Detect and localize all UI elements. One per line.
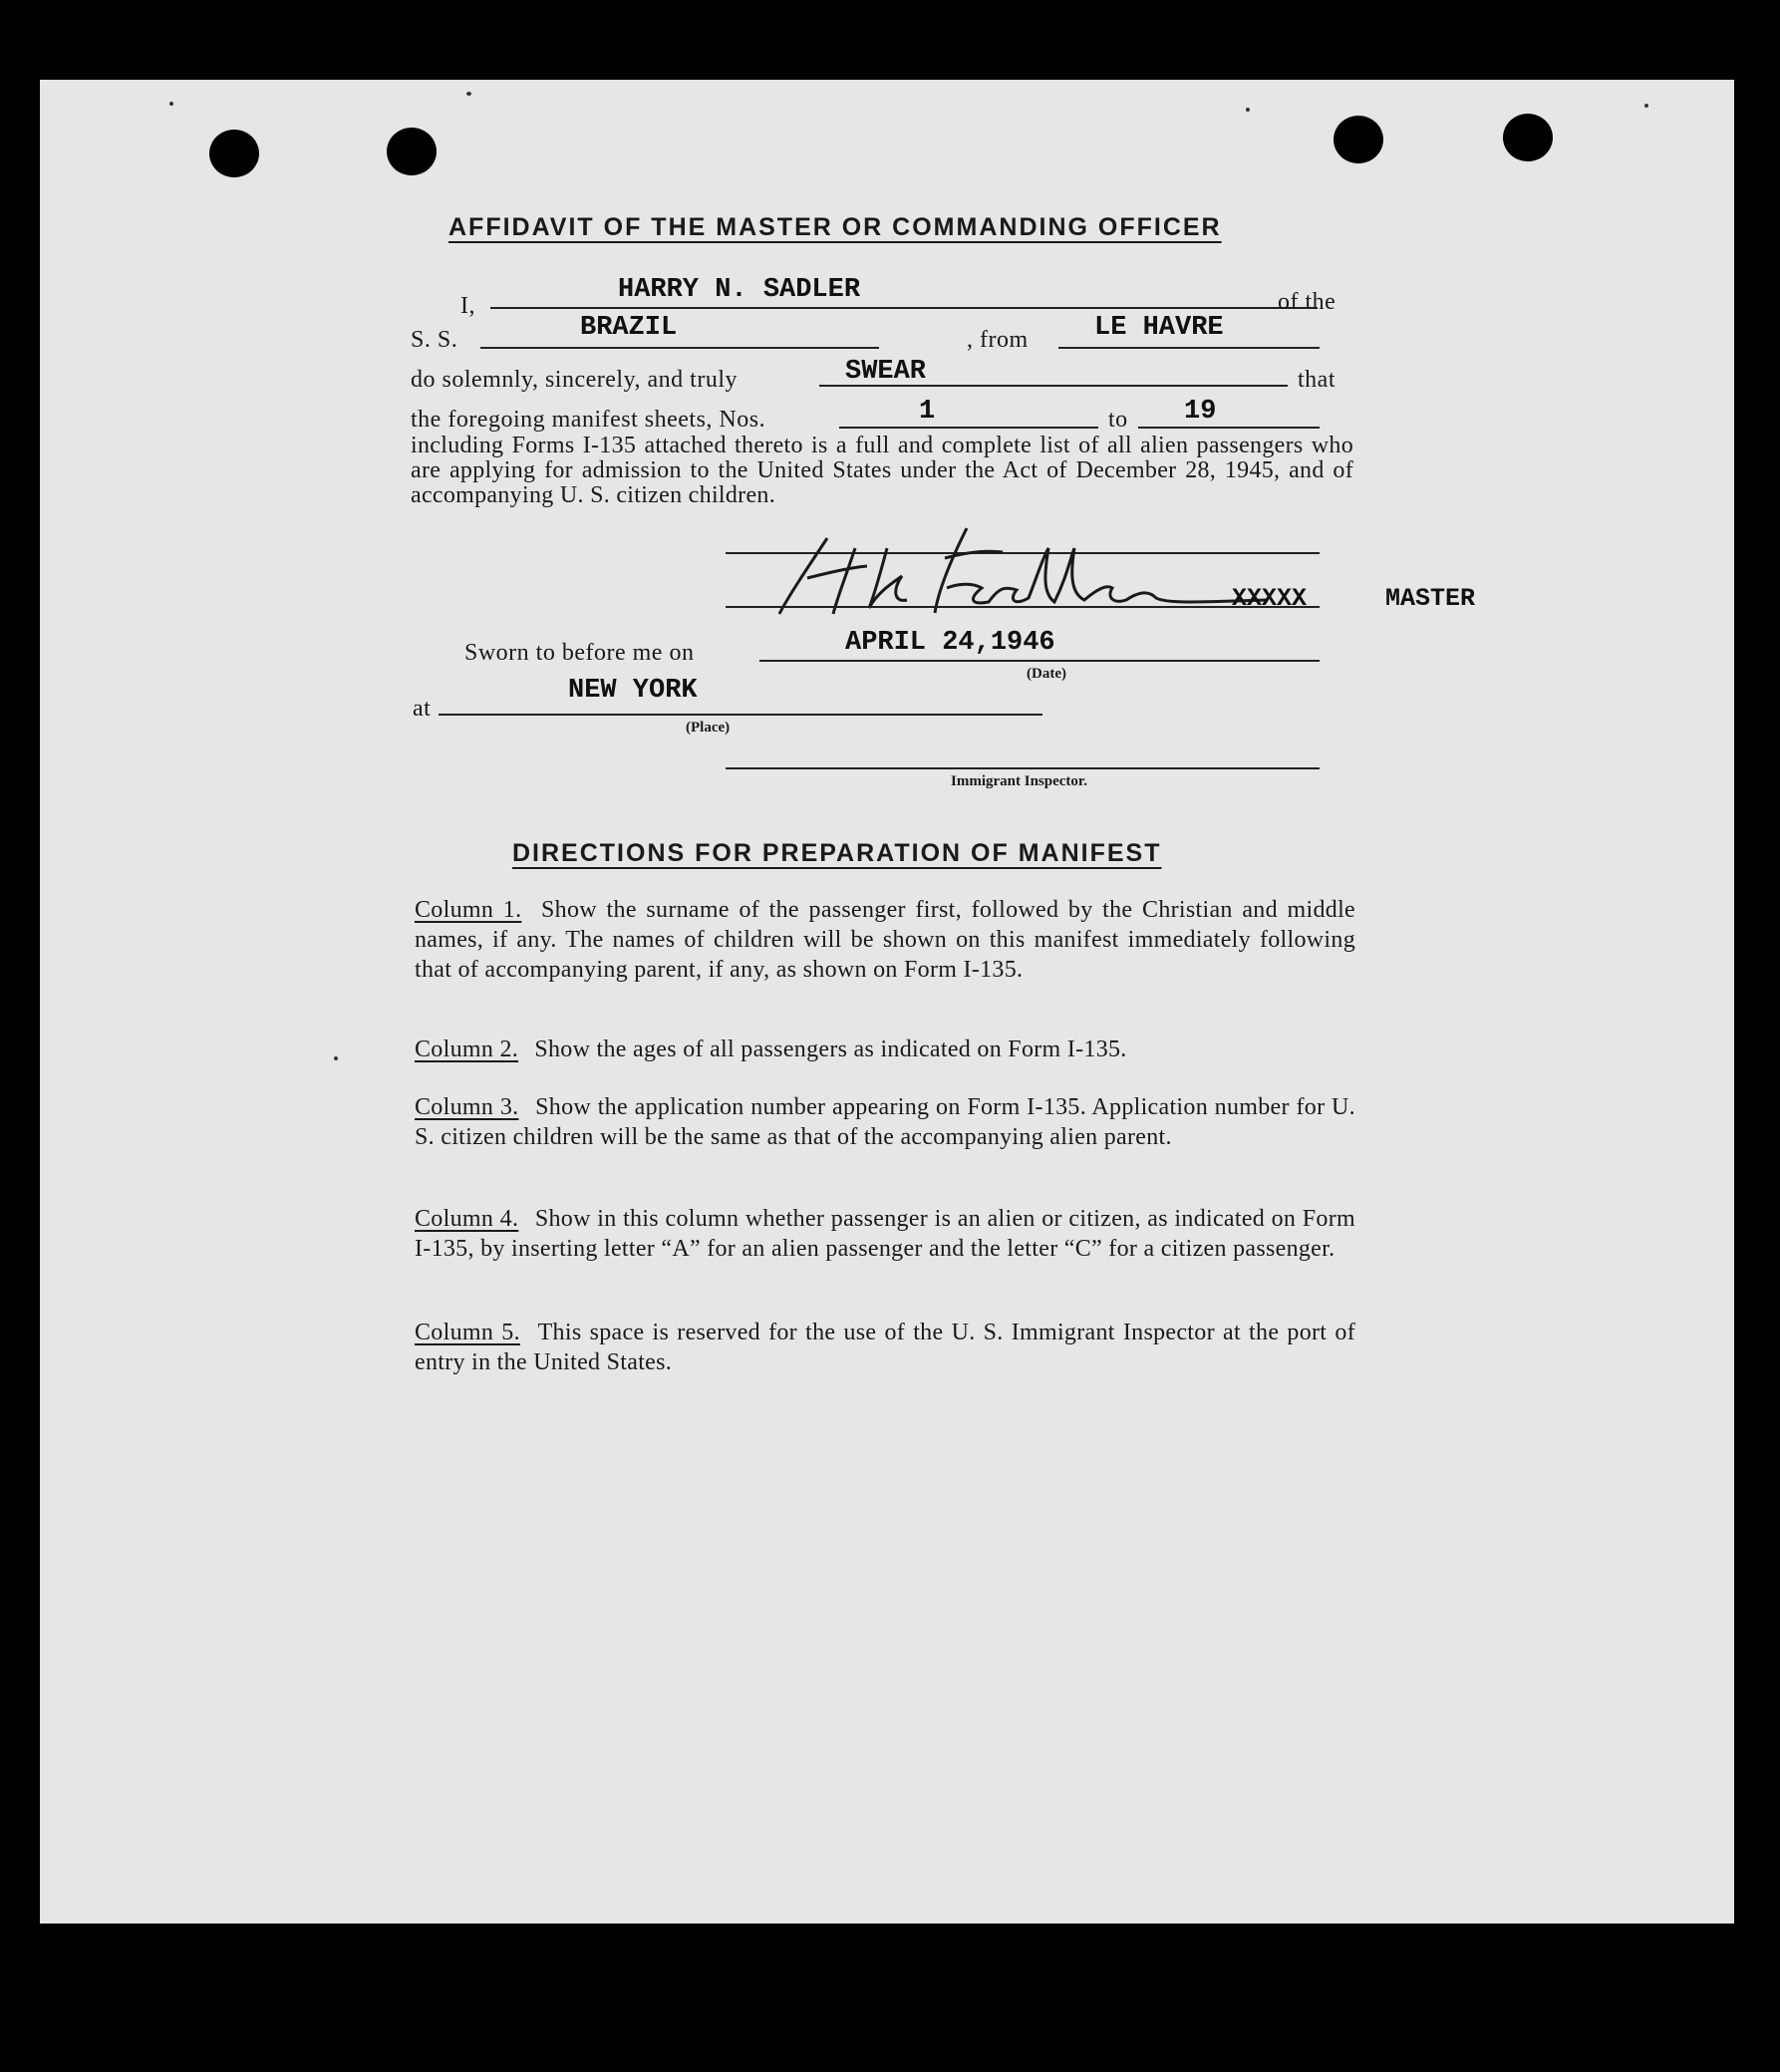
- ship-name-line: [480, 347, 879, 349]
- that-label: that: [1298, 367, 1335, 393]
- direction-item-column-5: [415, 1318, 1355, 1377]
- ss-label: S. S.: [411, 327, 458, 353]
- column-text: This space is reserved for the use of the U. S. Immigrant Inspector at the port of entry in the United States.: [415, 1320, 1355, 1375]
- signature-bottom-line: [726, 606, 1320, 608]
- place: NEW YORK: [568, 676, 698, 706]
- sworn-date-line: [759, 660, 1320, 662]
- punch-hole: [1334, 116, 1383, 163]
- speck: [1246, 108, 1250, 112]
- place-line: [439, 714, 1042, 716]
- column-label: Column 1.: [415, 897, 522, 923]
- ship-name: BRAZIL: [580, 313, 678, 343]
- inspector-caption: Immigrant Inspector.: [951, 773, 1087, 789]
- column-label: Column 3.: [415, 1094, 519, 1120]
- speck: [334, 1056, 338, 1060]
- sheets-label: the foregoing manifest sheets, Nos.: [411, 407, 766, 433]
- speck: [1644, 104, 1648, 108]
- port-from-line: [1058, 347, 1320, 349]
- document-page: [40, 80, 1734, 1924]
- column-text: Show the ages of all passengers as indicated on Form I-135.: [534, 1036, 1127, 1062]
- column-text: Show the application number appearing on Form I-135. Application number for U. S. citizen children will be the same as that of the accompanying alien parent.: [415, 1094, 1355, 1150]
- at-label: at: [413, 696, 432, 722]
- port-from: LE HAVRE: [1094, 313, 1224, 343]
- master-name-line: [490, 307, 1318, 309]
- handwritten-signature: [767, 518, 1276, 628]
- punch-hole: [209, 130, 259, 177]
- of-the-label: of the: [1278, 289, 1336, 315]
- column-text: Show the surname of the passenger first, followed by the Christian and middle names, if any. The names of children will be shown on this manifest immediately following that of accompanying parent, if any, as shown on Form I-135.: [415, 897, 1355, 983]
- sworn-date: APRIL 24,1946: [845, 628, 1055, 658]
- direction-item-column-3: [415, 1092, 1355, 1152]
- to-label: to: [1108, 407, 1128, 433]
- sheet-from: 1: [919, 397, 936, 427]
- from-label: , from: [967, 327, 1029, 353]
- master-title: MASTER: [1385, 584, 1476, 613]
- punch-hole: [1503, 114, 1553, 161]
- date-caption: (Date): [1027, 666, 1066, 682]
- master-name: HARRY N. SADLER: [618, 275, 861, 305]
- place-caption: (Place): [686, 720, 731, 736]
- sworn-label: Sworn to before me on: [464, 640, 695, 666]
- speck: [169, 102, 173, 106]
- direction-item-column-1: [415, 895, 1355, 985]
- direction-item-column-2: [415, 1035, 1355, 1064]
- column-text: Show in this column whether passenger is an alien or citizen, as indicated on Form I-135, by inserting letter “A” for an alien passenger and the letter “C” for a citizen passenger.: [415, 1206, 1355, 1262]
- sheet-from-line: [839, 427, 1098, 429]
- struck-title: XXXXX: [1232, 584, 1308, 613]
- column-label: Column 4.: [415, 1206, 519, 1232]
- direction-item-column-4: [415, 1204, 1355, 1264]
- solemnly-label: do solemnly, sincerely, and truly: [411, 367, 738, 393]
- inspector-line: [726, 767, 1320, 769]
- i-label: I,: [460, 293, 475, 319]
- sheet-to-line: [1138, 427, 1320, 429]
- column-label: Column 5.: [415, 1320, 520, 1345]
- directions-title: DIRECTIONS FOR PREPARATION OF MANIFEST: [512, 839, 1162, 867]
- punch-hole: [387, 128, 437, 175]
- column-label: Column 2.: [415, 1036, 519, 1062]
- affidavit-body: including Forms I-135 attached thereto is a full and complete list of all alien passengers who are applying for admission to the United States under the Act of December 28, 1945, and of accompanying U. S. citizen children.: [411, 433, 1353, 508]
- oath-word: SWEAR: [845, 357, 927, 387]
- speck: [466, 92, 471, 96]
- sheet-to: 19: [1184, 397, 1217, 427]
- affidavit-title: AFFIDAVIT OF THE MASTER OR COMMANDING OFFICER: [448, 213, 1222, 241]
